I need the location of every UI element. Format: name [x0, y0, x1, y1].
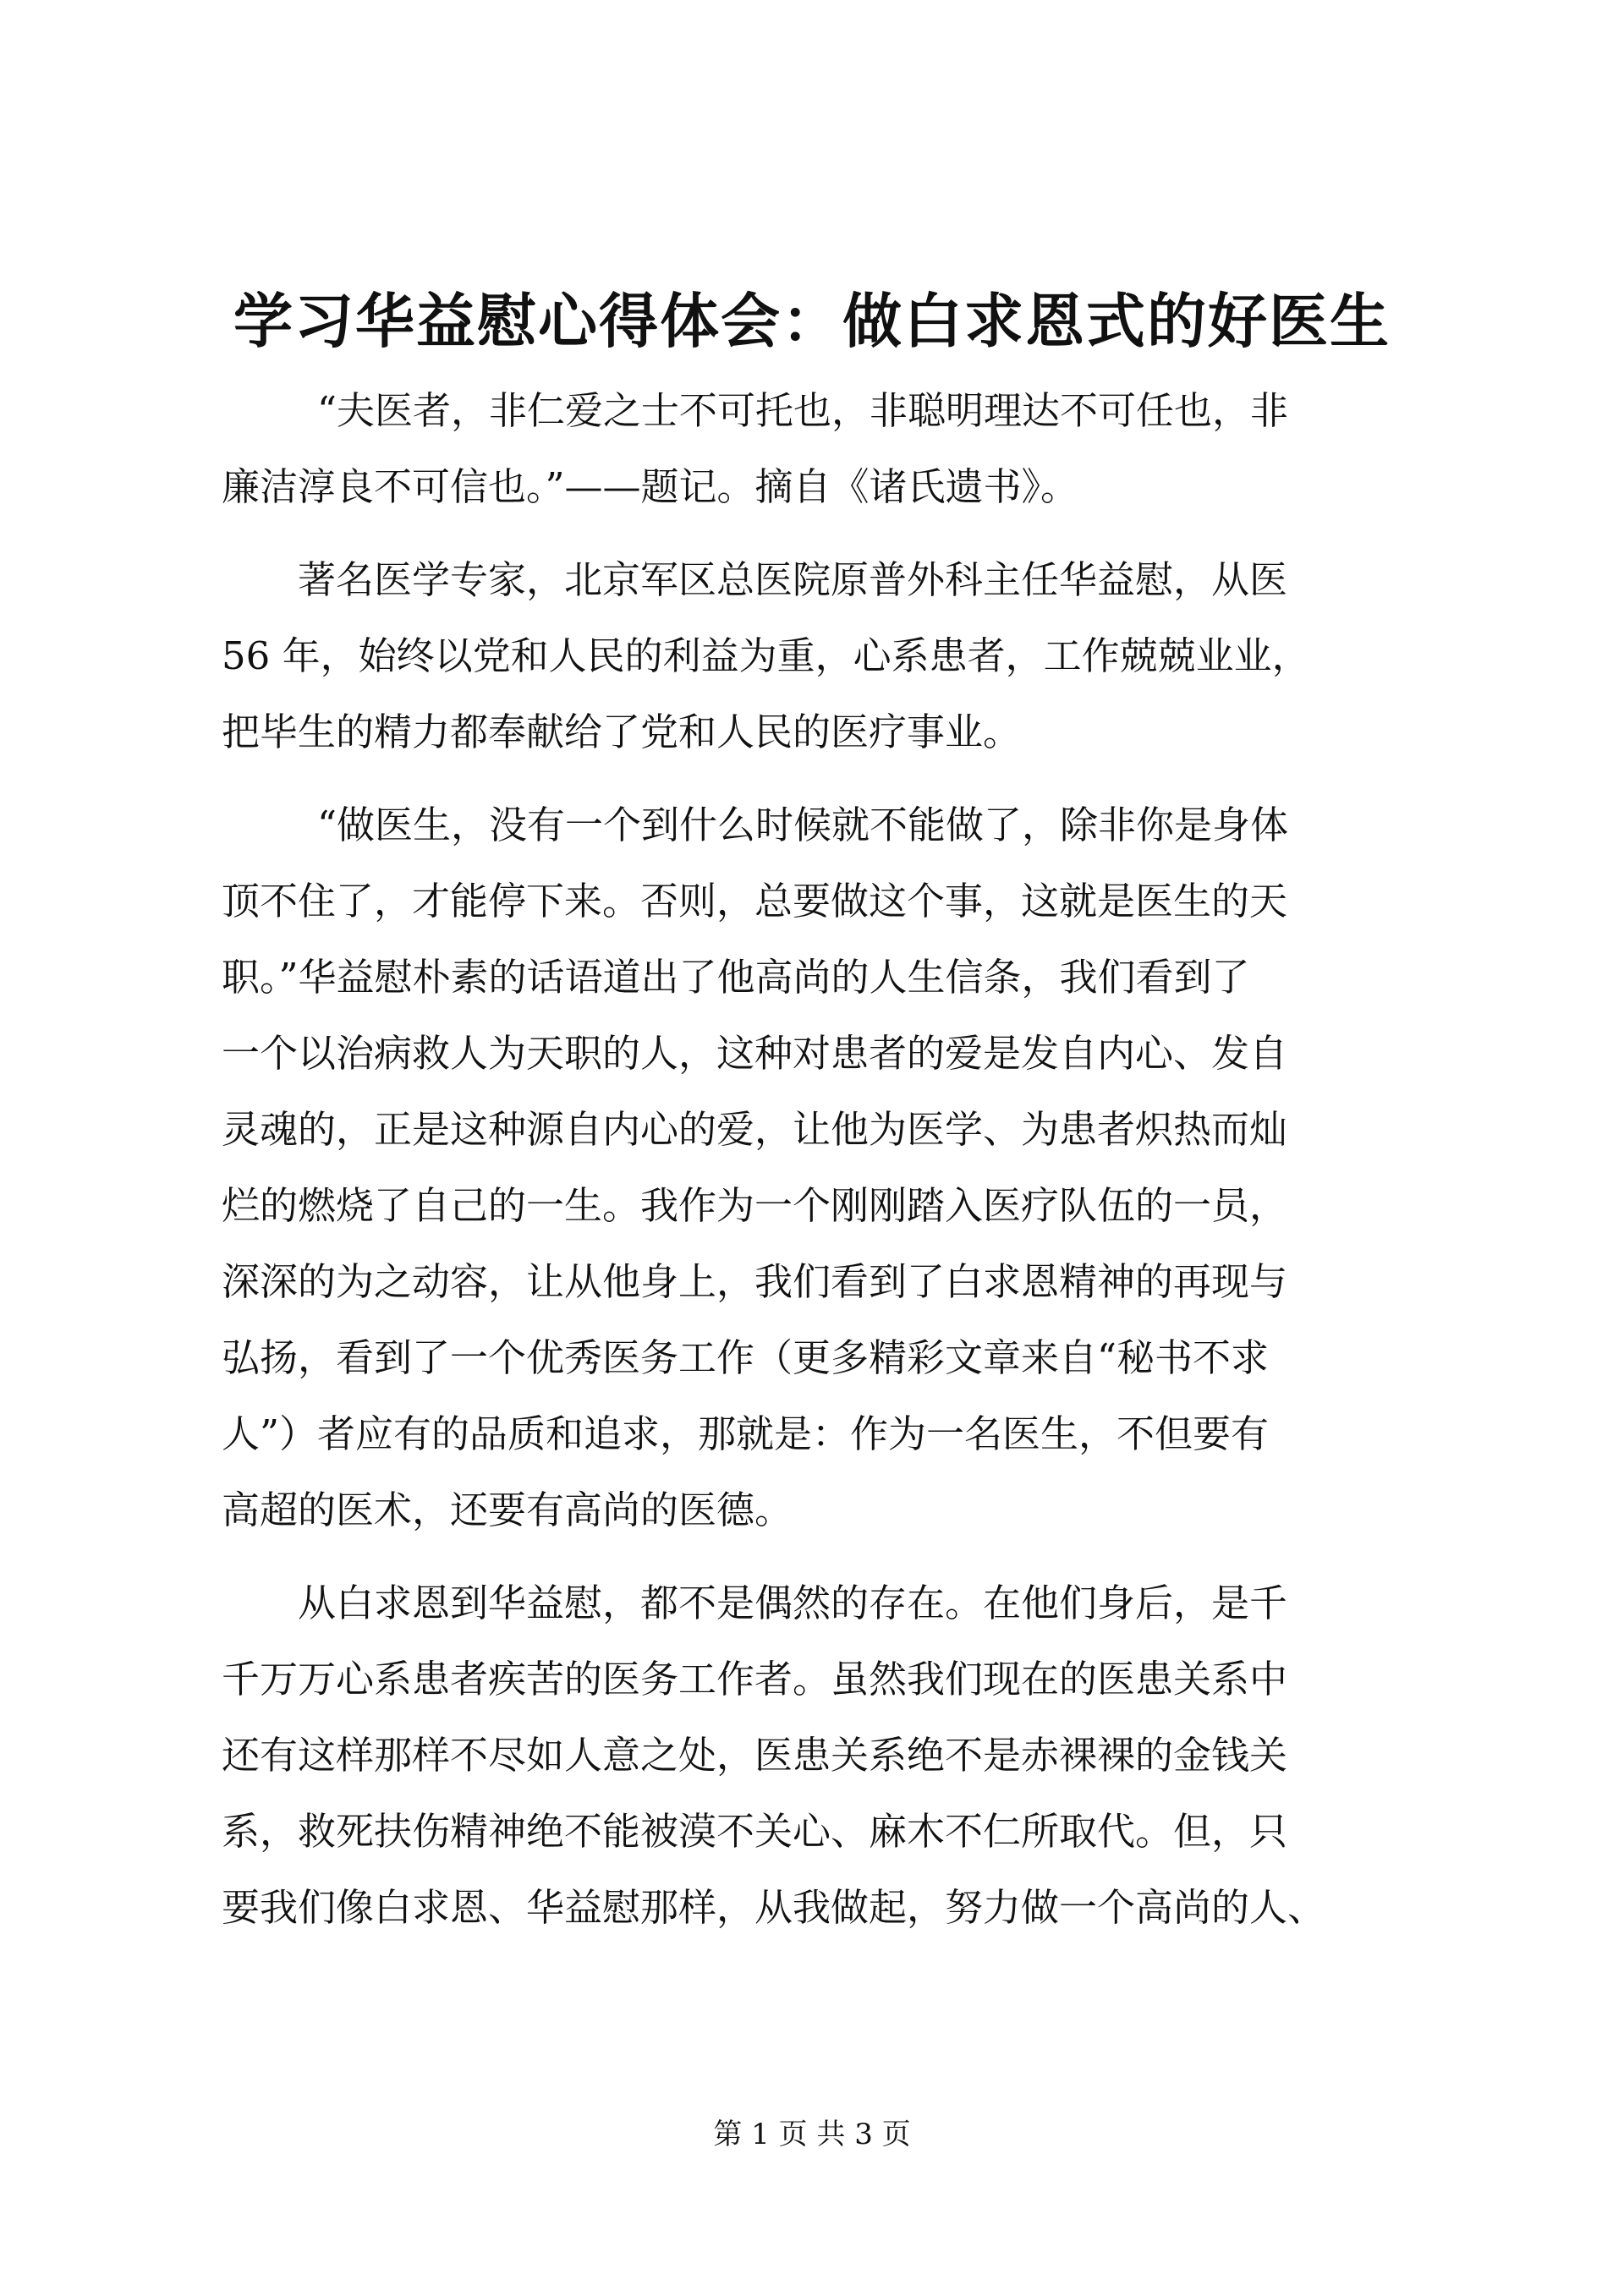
paragraph-3-line-3: 职。”华益慰朴素的话语道出了他高尚的人生信条，我们看到了: [222, 955, 1250, 1000]
paragraph-4-line-5: 要我们像白求恩、华益慰那样，从我做起，努力做一个高尚的人、: [222, 1885, 1326, 1930]
paragraph-4-line-2: 千万万心系患者疾苦的医务工作者。虽然我们现在的医患关系中: [222, 1657, 1288, 1701]
paragraph-3-line-4: 一个以治病救人为天职的人，这种对患者的爱是发自内心、发自: [222, 1031, 1288, 1076]
paragraph-1-line-2: 廉洁淳良不可信也。”——题记。摘自《诸氏遗书》。: [222, 464, 1079, 509]
paragraph-1-line-1: “夫医者，非仁爱之士不可托也，非聪明理达不可任也，非: [317, 388, 1289, 433]
paragraph-3-line-8: 弘扬，看到了一个优秀医务工作（更多精彩文章来自“秘书不求: [222, 1335, 1270, 1380]
paragraph-4-line-3: 还有这样那样不尽如人意之处，医患关系绝不是赤裸裸的金钱关: [222, 1733, 1288, 1778]
paragraph-4-line-1: 从白求恩到华益慰，都不是偶然的存在。在他们身后，是千: [298, 1581, 1288, 1625]
paragraph-3-line-7: 深深的为之动容，让从他身上，我们看到了白求恩精神的再现与: [222, 1259, 1288, 1304]
paragraph-2-line-1: 著名医学专家，北京军区总医院原普外科主任华益慰，从医: [298, 557, 1288, 602]
paragraph-2-line-3: 把毕生的精力都奉献给了党和人民的医疗事业。: [222, 710, 1022, 754]
paragraph-3-line-10: 高超的医术，还要有高尚的医德。: [222, 1488, 793, 1532]
paragraph-3-line-2: 顶不住了，才能停下来。否则，总要做这个事，这就是医生的天: [222, 879, 1288, 923]
paragraph-3-line-6: 烂的燃烧了自己的一生。我作为一个刚刚踏入医疗队伍的一员，: [222, 1183, 1288, 1228]
paragraph-3-line-9: 人”）者应有的品质和追求，那就是：作为一名医生，不但要有: [222, 1411, 1270, 1456]
paragraph-4-line-4: 系，救死扶伤精神绝不能被漠不关心、麻木不仁所取代。但，只: [222, 1809, 1288, 1854]
paragraph-3-line-1: “做医生，没有一个到什么时候就不能做了，除非你是身体: [317, 803, 1289, 847]
paragraph-3-line-5: 灵魂的，正是这种源自内心的爱，让他为医学、为患者炽热而灿: [222, 1107, 1288, 1152]
page-footer: 第 1 页 共 3 页: [713, 2118, 911, 2151]
document-title: 学习华益慰心得体会：做白求恩式的好医生: [233, 286, 1391, 356]
paragraph-2-line-2: 56 年，始终以党和人民的利益为重，心系患者，工作兢兢业业，: [222, 633, 1310, 678]
